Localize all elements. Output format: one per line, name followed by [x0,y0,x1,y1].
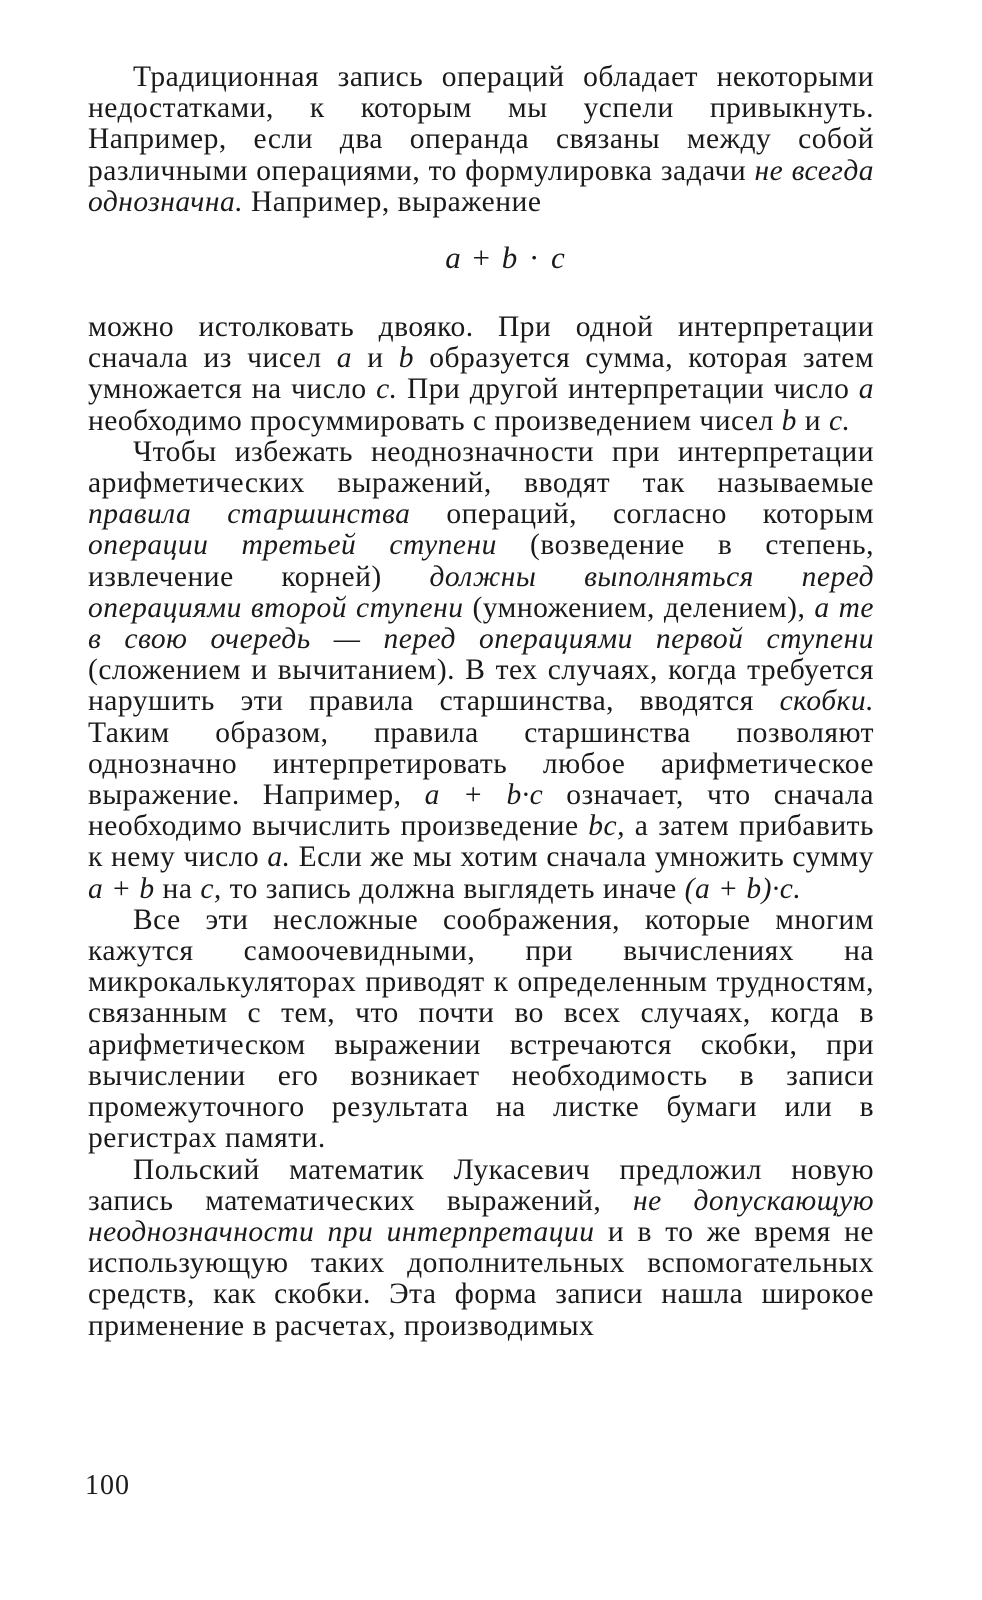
paragraph-2-text-5: необходимо просуммировать с произведением чисел [88,404,782,437]
paragraph-2-text-4: При другой интерпретации число [397,373,859,406]
formula-var-c: c [551,240,567,276]
emphasis-before-first-level: а те в свою очередь — перед операциями первой ступени [88,591,874,656]
page-number: 100 [85,1470,130,1501]
paragraph-5 [88,1155,874,1342]
var-b: b [781,404,797,437]
math-expression: a + b [88,872,155,905]
paragraph-2-text-6: и [796,404,829,437]
formula-var-b: b [501,240,520,276]
formula-dot: · [528,240,542,276]
math-expression: (a + b)·c. [684,872,802,905]
paragraph-3-text-2: операций, согласно которым [410,498,874,531]
paragraph-3-text-1: Чтобы избежать неоднозначности при интерпретации арифметических выражений, вводят так называемые [88,435,874,500]
paragraph-3-text-4: (умножением, делением), [463,591,815,624]
paragraph-4-text: Все эти несложные соображения, которые многим кажутся самоочевидными, при вычислениях на микрокалькуляторах приводят к определенным трудностям, связанным с тем, что почти во всех случаях, когда в арифметическом выражении встречаются скобки, при вычислении его возникает необходимость в записи промежуточного результата на листке бумаги или в регистрах памяти. [88,903,874,1155]
math-expression: c, [200,872,222,905]
var-b: b [398,342,414,375]
paragraph-3-text-9: Если же мы хотим сначала умножить сумму [290,841,874,874]
formula-a-plus-b-times-c [88,240,874,276]
paragraph-1-text-a: Традиционная запись операций обладает некоторыми недостатками, к которым мы успели привыкнуть. Например, если два операнда связаны между собой различными операциями, то формулировка задачи [88,61,874,187]
paragraph-3-text-11: то запись должна выглядеть иначе [221,872,685,905]
page-body [88,62,874,1342]
emphasis-precedence-rules: правила старшинства [88,498,411,531]
var-a: a [858,373,875,406]
emphasis-no-ambiguity: не допускающую неоднозначности при интерпретации [88,1184,875,1248]
paragraph-3 [88,437,874,905]
formula-var-a: a [445,240,463,276]
paragraph-3-text-5: (сложением и вычитанием). В тех случаях, когда требуется нарушить эти правила старшинства, вводятся [88,654,874,718]
paragraph-1-text-b: Например, выражение [243,185,542,218]
math-expression: a. [267,841,291,874]
paragraph-3-text-3: (возведение в степень, извлечение корней) [88,529,874,593]
paragraph-5-text-2: и в то же время не использующую таких дополнительных вспомогательных средств, как скобки. Эта форма записи нашла широкое применение в расчетах, производимых [88,1215,874,1342]
paragraph-3-text-7: означает, что сначала необходимо вычислить произведение [88,779,874,843]
paragraph-2-text-2: и [352,342,399,375]
emphasis-before-second-level: должны выполняться перед операциями второй ступени [88,560,875,624]
math-expression: a + b·c [424,779,544,812]
var-c: c. [376,373,398,406]
var-a: a [336,342,353,375]
paragraph-3-text-10: на [154,872,201,905]
paragraph-3-text-6: Таким образом, правила старшинства позволяют однозначно интерпретировать любое арифметическое выражение. Например, [88,716,874,812]
paragraph-2-text-1: можно истолковать двояко. При одной интерпретации сначала из чисел [88,311,874,375]
paragraph-3-text-8: а затем прибавить к нему число [88,810,874,874]
formula-plus: + [472,240,492,276]
paragraph-2 [88,312,874,437]
emphasis-third-level-operations: операции третьей ступени [88,529,497,562]
paragraph-2-text-3: образуется сумма, которая затем умножается на число [88,342,874,406]
math-expression: bc, [588,810,626,843]
emphasis-brackets: скобки. [779,685,874,718]
var-c: c. [828,404,851,437]
paragraph-1 [88,62,874,218]
emphasis-not-always-unambiguous: не всегда однозначна. [88,154,875,218]
paragraph-5-text-1: Польский математик Лукасевич предложил новую запись математических выражений, [88,1153,874,1217]
paragraph-4 [88,905,874,1155]
